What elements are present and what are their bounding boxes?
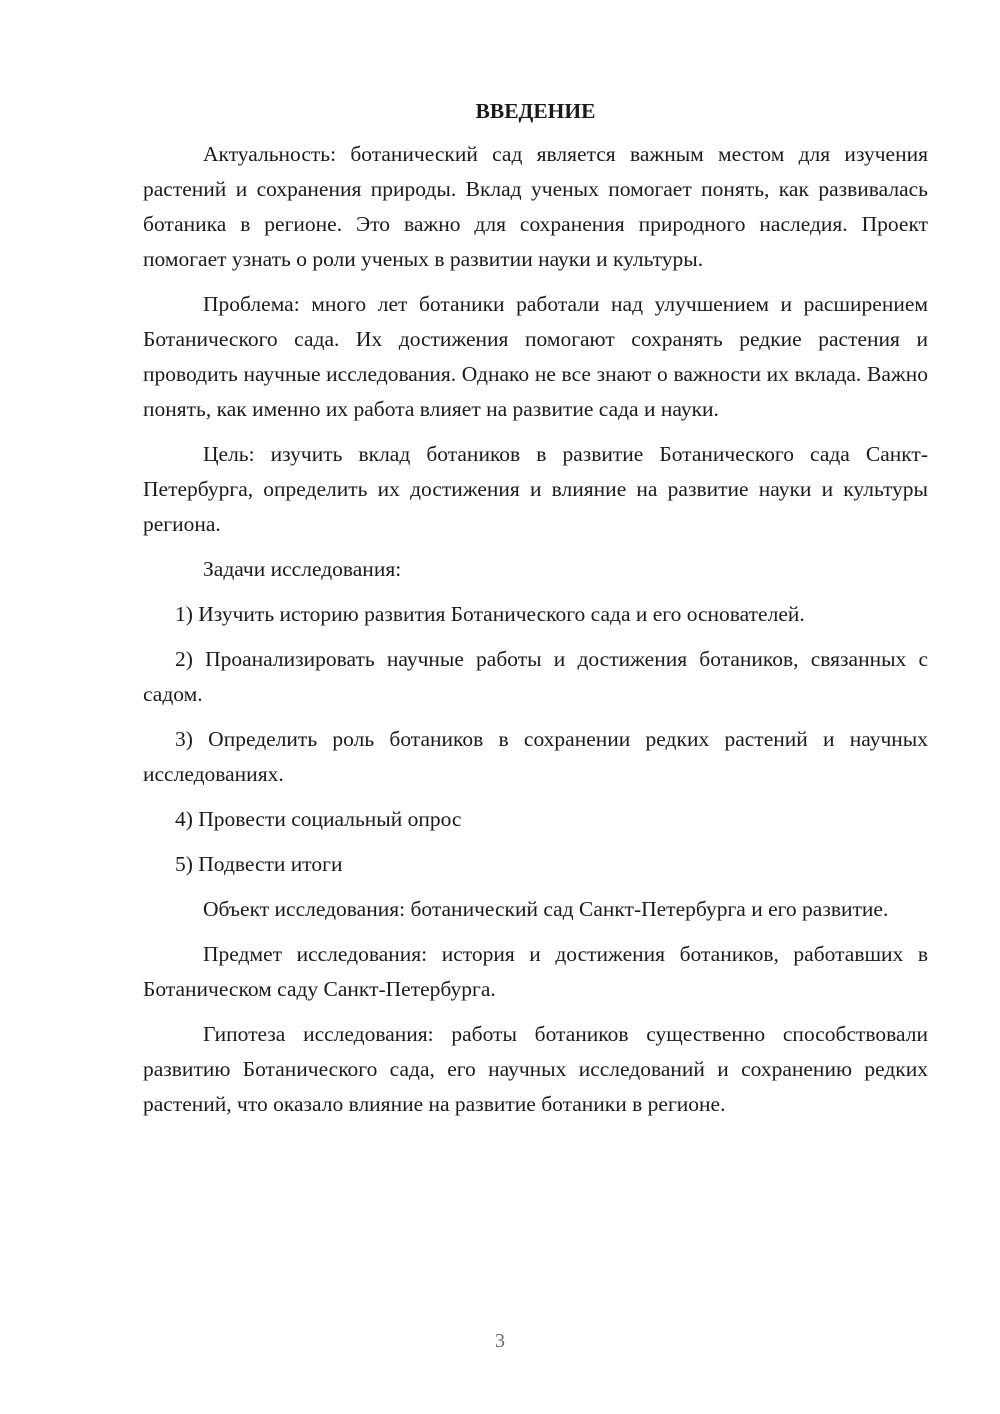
page-title: ВВЕДЕНИЕ — [475, 99, 596, 123]
paragraph-object: Объект исследования: ботанический сад Санкт-Петербурга и его развитие. — [203, 897, 889, 921]
task-item-5: 5) Подвести итоги — [175, 852, 343, 876]
task-item-1: 1) Изучить историю развития Ботанического сада и его основателей. — [175, 602, 805, 626]
paragraph-subject: Предмет исследования: история и достижения ботаников, работавших в Ботаническом саду Санкт-Петербурга. — [143, 942, 928, 1001]
task-item-4: 4) Провести социальный опрос — [175, 807, 462, 831]
task-item-2: 2) Проанализировать научные работы и достижения ботаников, связанных с садом. — [143, 647, 928, 706]
document-page — [143, 93, 928, 1132]
tasks-heading: Задачи исследования: — [203, 557, 402, 581]
paragraph-problem: Проблема: много лет ботаники работали над улучшением и расширением Ботанического сада. Их достижения помогают сохранять редкие растения и проводить научные исследования. Однако не все знают о важности их вклада. Важно понять, как именно их работа влияет на развитие сада и науки. — [143, 292, 928, 421]
paragraph-relevance: Актуальность: ботанический сад является важным местом для изучения растений и сохранения природы. Вклад ученых помогает понять, как развивалась ботаника в регионе. Это важно для сохранения природного наследия. Проект помогает узнать о роли ученых в развитии науки и культуры. — [143, 142, 928, 271]
page-number: 3 — [495, 1330, 505, 1352]
paragraph-hypothesis: Гипотеза исследования: работы ботаников существенно способствовали развитию Ботанического сада, его научных исследований и сохранению редких растений, что оказало влияние на развитие ботаники в регионе. — [143, 1022, 928, 1116]
task-item-3: 3) Определить роль ботаников в сохранении редких растений и научных исследованиях. — [143, 727, 928, 786]
paragraph-goal: Цель: изучить вклад ботаников в развитие Ботанического сада Санкт-Петербурга, определить их достижения и влияние на развитие науки и культуры региона. — [143, 442, 928, 536]
